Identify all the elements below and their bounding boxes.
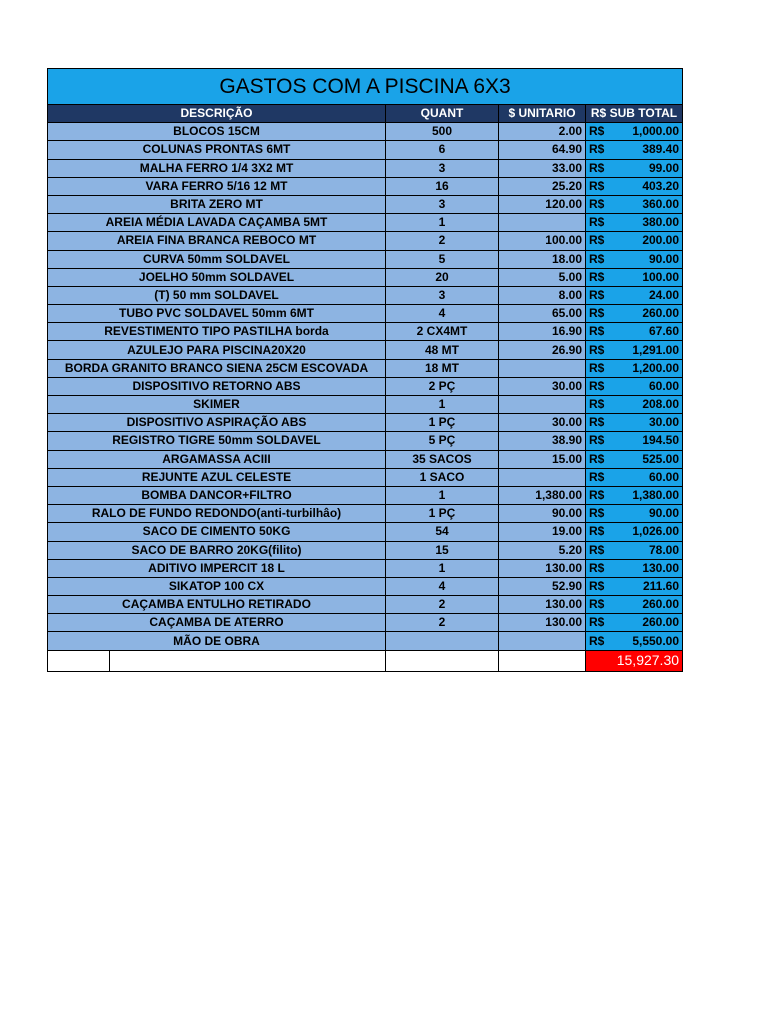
table-row [48, 377, 683, 395]
currency-symbol: R$ [589, 397, 605, 412]
cell-description: SACO DE BARRO 20KG(filito) [48, 541, 386, 559]
cell-description: BOMBA DANCOR+FILTRO [48, 486, 386, 504]
subtotal-amount: 260.00 [642, 306, 680, 321]
table-row [48, 541, 683, 559]
cell-subtotal [586, 523, 683, 541]
cell-description: SIKATOP 100 CX [48, 577, 386, 595]
cell-unit-price: 30.00 [499, 377, 586, 395]
currency-symbol: R$ [589, 469, 605, 484]
table-row [48, 523, 683, 541]
table-row [48, 177, 683, 195]
cell-quantity: 4 [386, 577, 499, 595]
cell-quantity: 1 [386, 559, 499, 577]
currency-symbol: R$ [589, 542, 605, 557]
cell-subtotal [586, 141, 683, 159]
cell-subtotal [586, 286, 683, 304]
cell-unit-price: 16.90 [499, 323, 586, 341]
cell-quantity: 3 [386, 159, 499, 177]
cell-quantity: 2 [386, 232, 499, 250]
cell-quantity: 54 [386, 523, 499, 541]
cell-description: BLOCOS 15CM [48, 123, 386, 141]
subtotal-amount: 1,200.00 [632, 360, 680, 375]
cell-subtotal [586, 341, 683, 359]
cell-unit-price [499, 632, 586, 650]
subtotal-amount: 1,026.00 [632, 524, 680, 539]
cell-description: VARA FERRO 5/16 12 MT [48, 177, 386, 195]
cell-quantity: 3 [386, 195, 499, 213]
cell-unit-price: 18.00 [499, 250, 586, 268]
cell-description: DISPOSITIVO ASPIRAÇÃO ABS [48, 414, 386, 432]
cell-quantity: 4 [386, 305, 499, 323]
table-row [48, 468, 683, 486]
cell-description: MALHA FERRO 1/4 3X2 MT [48, 159, 386, 177]
table-row [48, 341, 683, 359]
table-row [48, 305, 683, 323]
currency-symbol: R$ [589, 488, 605, 503]
cell-unit-price: 33.00 [499, 159, 586, 177]
subtotal-amount: 1,291.00 [632, 342, 680, 357]
empty-cell [48, 650, 110, 671]
cell-quantity: 16 [386, 177, 499, 195]
currency-symbol: R$ [589, 160, 605, 175]
empty-cell [386, 650, 499, 671]
cell-unit-price: 90.00 [499, 505, 586, 523]
cell-subtotal [586, 541, 683, 559]
cell-subtotal [586, 632, 683, 650]
currency-symbol: R$ [589, 615, 605, 630]
table-row [48, 450, 683, 468]
cell-quantity: 3 [386, 286, 499, 304]
cell-quantity: 1 [386, 396, 499, 414]
cell-subtotal [586, 614, 683, 632]
cell-subtotal [586, 577, 683, 595]
subtotal-amount: 211.60 [642, 578, 680, 593]
cell-quantity: 5 PÇ [386, 432, 499, 450]
cell-subtotal [586, 468, 683, 486]
cell-subtotal [586, 396, 683, 414]
cell-quantity: 15 [386, 541, 499, 559]
cell-subtotal [586, 359, 683, 377]
cell-description: SKIMER [48, 396, 386, 414]
currency-symbol: R$ [589, 560, 605, 575]
currency-symbol: R$ [589, 597, 605, 612]
cell-quantity: 1 PÇ [386, 505, 499, 523]
subtotal-amount: 78.00 [649, 542, 680, 557]
cell-quantity: 1 [386, 486, 499, 504]
currency-symbol: R$ [589, 197, 605, 212]
currency-symbol: R$ [589, 506, 605, 521]
table-row [48, 396, 683, 414]
cell-description: JOELHO 50mm SOLDAVEL [48, 268, 386, 286]
cell-subtotal [586, 486, 683, 504]
cell-description: REVESTIMENTO TIPO PASTILHA borda [48, 323, 386, 341]
cell-unit-price: 64.90 [499, 141, 586, 159]
cell-subtotal [586, 268, 683, 286]
subtotal-amount: 90.00 [649, 506, 680, 521]
table-row [48, 232, 683, 250]
currency-symbol: R$ [589, 342, 605, 357]
cell-quantity [386, 632, 499, 650]
subtotal-amount: 260.00 [642, 597, 680, 612]
cell-description: TUBO PVC SOLDAVEL 50mm 6MT [48, 305, 386, 323]
cell-unit-price: 8.00 [499, 286, 586, 304]
currency-symbol: R$ [589, 578, 605, 593]
currency-symbol: R$ [589, 524, 605, 539]
cell-description: AREIA MÉDIA LAVADA CAÇAMBA 5MT [48, 214, 386, 232]
cell-unit-price: 5.00 [499, 268, 586, 286]
cell-description: SACO DE CIMENTO 50KG [48, 523, 386, 541]
cell-quantity: 2 [386, 614, 499, 632]
cell-quantity: 500 [386, 123, 499, 141]
expense-table [47, 68, 683, 672]
sheet-title: GASTOS COM A PISCINA 6X3 [48, 69, 683, 105]
table-row [48, 250, 683, 268]
currency-symbol: R$ [589, 306, 605, 321]
currency-symbol: R$ [589, 378, 605, 393]
table-row [48, 632, 683, 650]
cell-description: BRITA ZERO MT [48, 195, 386, 213]
cell-description: ARGAMASSA ACIII [48, 450, 386, 468]
cell-subtotal [586, 195, 683, 213]
subtotal-amount: 60.00 [649, 469, 680, 484]
subtotal-amount: 67.60 [649, 324, 680, 339]
cell-quantity: 5 [386, 250, 499, 268]
currency-symbol: R$ [589, 269, 605, 284]
cell-description: ADITIVO IMPERCIT 18 L [48, 559, 386, 577]
cell-description: AREIA FINA BRANCA REBOCO MT [48, 232, 386, 250]
cell-subtotal [586, 450, 683, 468]
cell-unit-price: 130.00 [499, 559, 586, 577]
cell-quantity: 2 CX4MT [386, 323, 499, 341]
table-row [48, 596, 683, 614]
cell-description: RALO DE FUNDO REDONDO(anti-turbilhâo) [48, 505, 386, 523]
cell-unit-price: 100.00 [499, 232, 586, 250]
cell-unit-price: 130.00 [499, 596, 586, 614]
cell-quantity: 18 MT [386, 359, 499, 377]
subtotal-amount: 90.00 [649, 251, 680, 266]
subtotal-amount: 403.20 [642, 178, 680, 193]
table-row [48, 559, 683, 577]
subtotal-amount: 5,550.00 [632, 633, 680, 648]
subtotal-amount: 380.00 [642, 215, 680, 230]
cell-description: CURVA 50mm SOLDAVEL [48, 250, 386, 268]
cell-quantity: 35 SACOS [386, 450, 499, 468]
cell-unit-price: 25.20 [499, 177, 586, 195]
cell-unit-price: 38.90 [499, 432, 586, 450]
header-row [48, 105, 683, 123]
header-subtotal: R$ SUB TOTAL [586, 105, 683, 123]
currency-symbol: R$ [589, 324, 605, 339]
cell-description: MÃO DE OBRA [48, 632, 386, 650]
cell-description: COLUNAS PRONTAS 6MT [48, 141, 386, 159]
empty-cell [499, 650, 586, 671]
subtotal-amount: 130.00 [642, 560, 680, 575]
table-row [48, 614, 683, 632]
cell-subtotal [586, 214, 683, 232]
table-row [48, 141, 683, 159]
subtotal-amount: 99.00 [649, 160, 680, 175]
cell-description: CAÇAMBA DE ATERRO [48, 614, 386, 632]
total-row [48, 650, 683, 671]
cell-subtotal [586, 159, 683, 177]
table-row [48, 505, 683, 523]
cell-unit-price: 15.00 [499, 450, 586, 468]
cell-description: AZULEJO PARA PISCINA20X20 [48, 341, 386, 359]
cell-subtotal [586, 305, 683, 323]
table-row [48, 359, 683, 377]
cell-description: DISPOSITIVO RETORNO ABS [48, 377, 386, 395]
header-description: DESCRIÇÃO [48, 105, 386, 123]
subtotal-amount: 389.40 [642, 142, 680, 157]
cell-unit-price: 1,380.00 [499, 486, 586, 504]
grand-total: 15,927.30 [586, 650, 683, 671]
subtotal-amount: 30.00 [649, 415, 680, 430]
currency-symbol: R$ [589, 633, 605, 648]
cell-subtotal [586, 177, 683, 195]
cell-unit-price: 65.00 [499, 305, 586, 323]
cell-description: BORDA GRANITO BRANCO SIENA 25CM ESCOVADA [48, 359, 386, 377]
subtotal-amount: 360.00 [642, 197, 680, 212]
subtotal-amount: 208.00 [642, 397, 680, 412]
cell-subtotal [586, 505, 683, 523]
cell-subtotal [586, 414, 683, 432]
cell-unit-price: 2.00 [499, 123, 586, 141]
currency-symbol: R$ [589, 287, 605, 302]
cell-quantity: 6 [386, 141, 499, 159]
empty-cell [110, 650, 386, 671]
subtotal-amount: 525.00 [642, 451, 680, 466]
table-row [48, 195, 683, 213]
cell-quantity: 1 SACO [386, 468, 499, 486]
cell-description: REJUNTE AZUL CELESTE [48, 468, 386, 486]
cell-subtotal [586, 432, 683, 450]
cell-quantity: 48 MT [386, 341, 499, 359]
subtotal-amount: 100.00 [642, 269, 680, 284]
currency-symbol: R$ [589, 178, 605, 193]
cell-unit-price: 52.90 [499, 577, 586, 595]
cell-quantity: 2 [386, 596, 499, 614]
table-row [48, 486, 683, 504]
table-row [48, 432, 683, 450]
cell-quantity: 2 PÇ [386, 377, 499, 395]
cell-unit-price: 30.00 [499, 414, 586, 432]
subtotal-amount: 1,000.00 [632, 124, 680, 139]
cell-description: REGISTRO TIGRE 50mm SOLDAVEL [48, 432, 386, 450]
subtotal-amount: 1,380.00 [632, 488, 680, 503]
currency-symbol: R$ [589, 451, 605, 466]
cell-description: (T) 50 mm SOLDAVEL [48, 286, 386, 304]
table-row [48, 286, 683, 304]
cell-subtotal [586, 232, 683, 250]
cell-description: CAÇAMBA ENTULHO RETIRADO [48, 596, 386, 614]
table-row [48, 159, 683, 177]
currency-symbol: R$ [589, 415, 605, 430]
table-row [48, 214, 683, 232]
cell-subtotal [586, 250, 683, 268]
cell-unit-price [499, 359, 586, 377]
currency-symbol: R$ [589, 124, 605, 139]
cell-unit-price: 120.00 [499, 195, 586, 213]
cell-subtotal [586, 559, 683, 577]
cell-subtotal [586, 377, 683, 395]
subtotal-amount: 60.00 [649, 378, 680, 393]
currency-symbol: R$ [589, 360, 605, 375]
currency-symbol: R$ [589, 433, 605, 448]
table-row [48, 577, 683, 595]
cell-unit-price: 5.20 [499, 541, 586, 559]
cell-quantity: 1 [386, 214, 499, 232]
cell-unit-price [499, 396, 586, 414]
cell-unit-price [499, 214, 586, 232]
cell-subtotal [586, 596, 683, 614]
subtotal-amount: 194.50 [642, 433, 680, 448]
subtotal-amount: 200.00 [642, 233, 680, 248]
cell-unit-price [499, 468, 586, 486]
header-unit-price: $ UNITARIO [499, 105, 586, 123]
table-row [48, 123, 683, 141]
cell-quantity: 1 PÇ [386, 414, 499, 432]
table-row [48, 323, 683, 341]
currency-symbol: R$ [589, 233, 605, 248]
subtotal-amount: 260.00 [642, 615, 680, 630]
cell-unit-price: 26.90 [499, 341, 586, 359]
cell-subtotal [586, 123, 683, 141]
currency-symbol: R$ [589, 142, 605, 157]
cell-quantity: 20 [386, 268, 499, 286]
table-row [48, 268, 683, 286]
currency-symbol: R$ [589, 215, 605, 230]
cell-subtotal [586, 323, 683, 341]
currency-symbol: R$ [589, 251, 605, 266]
header-quantity: QUANT [386, 105, 499, 123]
cell-unit-price: 19.00 [499, 523, 586, 541]
table-row [48, 414, 683, 432]
subtotal-amount: 24.00 [649, 287, 680, 302]
cell-unit-price: 130.00 [499, 614, 586, 632]
